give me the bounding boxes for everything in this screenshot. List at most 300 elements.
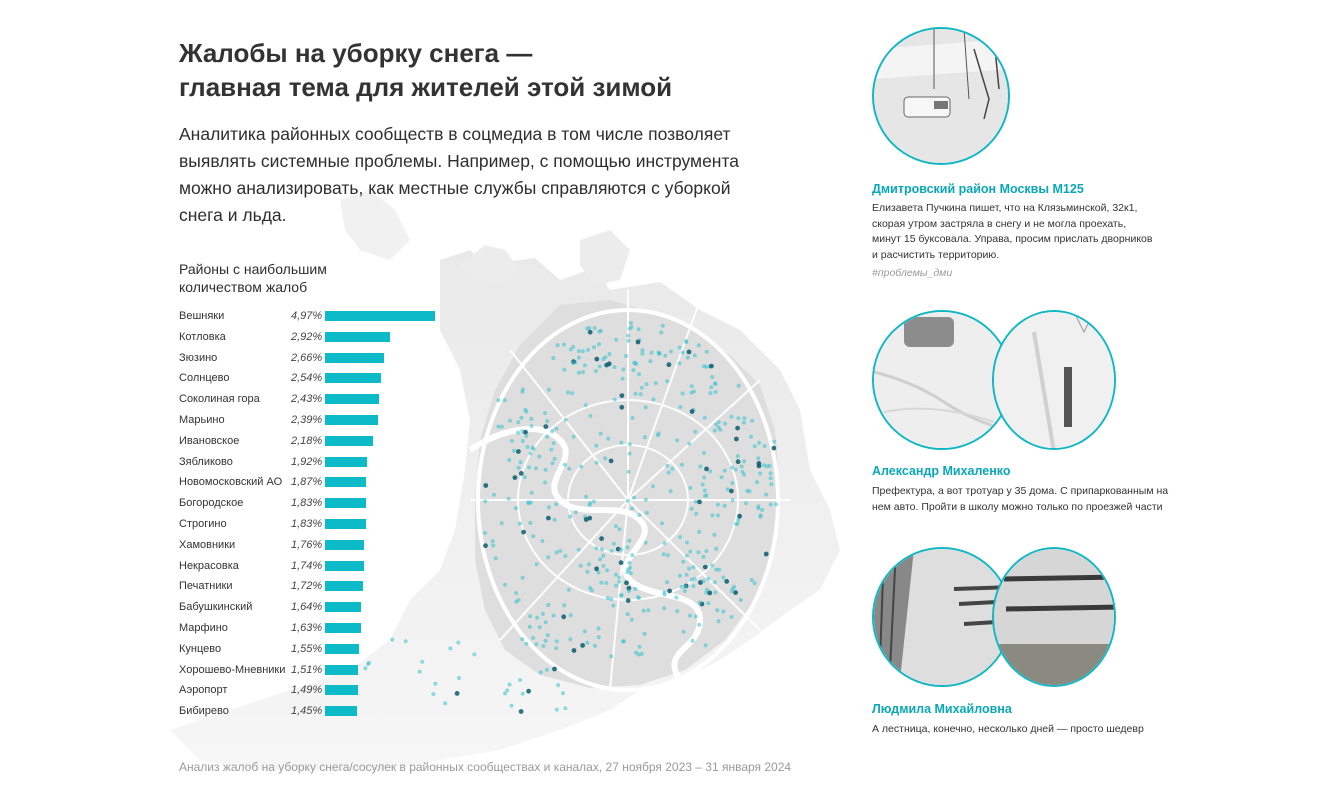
complaint-dot: [634, 362, 638, 366]
complaint-dot: [583, 629, 587, 633]
complaint-dot: [697, 500, 702, 505]
complaint-dot: [551, 461, 555, 465]
complaint-dot: [710, 513, 714, 517]
complaint-dot: [677, 361, 681, 365]
complaint-dot: [721, 610, 725, 614]
complaint-dot: [734, 468, 738, 472]
complaint-dot: [680, 585, 684, 589]
complaint-dot: [640, 348, 644, 352]
complaint-dot: [521, 530, 526, 535]
complaint-dot: [663, 354, 667, 358]
complaint-dot: [614, 573, 618, 577]
complaint-dot: [521, 439, 525, 443]
complaint-dot: [577, 371, 581, 375]
complaint-dot: [554, 646, 558, 650]
complaint-dot: [606, 596, 610, 600]
complaint-dot: [769, 471, 773, 475]
complaint-dot: [562, 368, 566, 372]
complaint-dot: [736, 416, 740, 420]
bar-row: [179, 682, 479, 703]
district-name: Строгино: [179, 517, 227, 530]
complaint-dot: [762, 463, 766, 467]
complaint-dot: [512, 449, 516, 453]
complaint-dot: [703, 494, 707, 498]
complaint-dot: [690, 384, 694, 388]
post-author: Дмитровский район Москвы М125: [872, 182, 1084, 196]
complaint-dot: [750, 419, 754, 423]
bar: [325, 581, 363, 591]
complaint-dot: [723, 504, 727, 508]
complaint-dot: [730, 615, 734, 619]
complaint-dot: [519, 709, 524, 714]
bar-row: [179, 620, 479, 641]
complaint-dot: [500, 425, 504, 429]
lead-line: можно анализировать, как местные службы справляются с уборкой: [179, 178, 731, 198]
complaint-dot: [594, 444, 598, 448]
complaint-dot: [491, 539, 495, 543]
complaint-dot: [526, 500, 530, 504]
complaint-dot: [742, 421, 746, 425]
complaint-dot: [688, 486, 692, 490]
post-text-line: Елизавета Пучкина пишет, что на Клязьминской, 32к1,: [872, 202, 1138, 214]
complaint-dot: [597, 627, 601, 631]
complaint-dot: [705, 350, 709, 354]
complaint-dot: [530, 491, 534, 495]
complaint-dot: [543, 411, 547, 415]
complaint-dot: [703, 416, 707, 420]
district-name: Хорошево-Мневники: [179, 663, 286, 676]
snowy-stairs-photo-1: [872, 547, 1012, 687]
complaint-dot: [710, 564, 714, 568]
complaint-dot: [736, 522, 740, 526]
complaint-dot: [744, 501, 748, 505]
chart-title-line: количеством жалоб: [179, 279, 308, 295]
complaint-dot: [680, 463, 684, 467]
complaint-dot: [733, 590, 738, 595]
complaint-dot: [660, 521, 664, 525]
bar: [325, 561, 364, 571]
complaint-dot: [546, 633, 550, 637]
complaint-dot: [646, 608, 650, 612]
complaint-dot: [626, 499, 630, 503]
complaint-dot: [703, 565, 708, 570]
percent-label: 1,74%: [291, 559, 323, 572]
complaint-dot: [531, 636, 535, 640]
complaint-dot: [496, 398, 500, 402]
percent-label: 1,49%: [291, 684, 323, 697]
complaint-dot: [634, 392, 638, 396]
complaint-dot: [769, 476, 773, 480]
complaint-dot: [686, 356, 690, 360]
complaint-dot: [597, 342, 601, 346]
district-name: Вешняки: [179, 310, 225, 322]
complaint-dot: [694, 614, 698, 618]
district-name: Соколиная гора: [179, 393, 260, 406]
complaint-dot: [583, 363, 587, 367]
bar: [325, 394, 379, 404]
complaint-dot: [549, 448, 553, 452]
complaint-dot: [626, 334, 630, 338]
complaint-dot: [589, 414, 593, 418]
complaint-dot: [696, 550, 700, 554]
complaint-dot: [683, 585, 687, 589]
complaint-dot: [545, 435, 549, 439]
snow-yard-photo: [872, 27, 1010, 165]
complaint-dot: [637, 372, 641, 376]
complaint-dot: [527, 465, 531, 469]
complaint-dot: [698, 465, 702, 469]
post-text-line: минут 15 буксовала. Управа, просим прислать дворников: [872, 233, 1153, 245]
complaint-dot: [667, 589, 672, 594]
complaint-dot: [585, 570, 589, 574]
complaint-dot: [636, 340, 641, 345]
complaint-dot: [694, 500, 698, 504]
complaint-dot: [555, 551, 559, 555]
lead-line: выявлять системные проблемы. Например, с помощью инструмента: [179, 151, 740, 171]
complaint-dot: [547, 505, 551, 509]
complaint-dot: [568, 515, 572, 519]
complaint-dot: [674, 596, 678, 600]
complaint-dot: [723, 422, 727, 426]
complaint-dot: [534, 466, 538, 470]
complaint-dot: [535, 616, 539, 620]
bar-row: [179, 329, 479, 350]
complaint-dot: [514, 591, 518, 595]
complaint-dot: [624, 354, 628, 358]
complaint-dot: [687, 442, 691, 446]
complaint-dot: [627, 539, 631, 543]
complaint-dot: [587, 516, 592, 521]
complaint-dot: [704, 643, 708, 647]
complaint-dot: [662, 552, 666, 556]
percent-label: 2,39%: [291, 413, 323, 426]
complaint-dot: [606, 437, 610, 441]
complaint-dot: [667, 362, 672, 367]
complaint-dot: [629, 571, 633, 575]
complaint-dot: [513, 475, 518, 480]
complaint-dot: [517, 466, 521, 470]
bar-row: [179, 454, 479, 475]
complaint-dot: [687, 567, 691, 571]
complaint-dot: [713, 590, 717, 594]
complaint-dot: [640, 386, 644, 390]
complaint-dot: [503, 398, 507, 402]
complaint-dot: [663, 541, 667, 545]
source-caption: Анализ жалоб на уборку снега/сосулек в районных сообществах и каналах, 27 ноября 2023 – 31 января 2024: [179, 760, 792, 774]
chart-title: [179, 260, 379, 296]
complaint-dot: [712, 533, 716, 537]
bar-row: [179, 537, 479, 558]
complaint-dot: [724, 579, 729, 584]
complaint-dot: [587, 562, 591, 566]
complaint-dot: [529, 452, 533, 456]
complaint-dot: [555, 639, 559, 643]
complaint-dot: [663, 593, 667, 597]
complaint-dot: [714, 547, 718, 551]
complaint-dot: [704, 365, 708, 369]
complaint-dot: [588, 330, 593, 335]
title-line-2: главная тема для жителей этой зимой: [179, 72, 673, 102]
complaint-dot: [528, 625, 532, 629]
complaint-dot: [604, 581, 608, 585]
complaint-dot: [644, 541, 648, 545]
complaint-dot: [599, 536, 604, 541]
complaint-dot: [599, 432, 603, 436]
complaint-dot: [619, 594, 623, 598]
complaint-dot: [597, 330, 601, 334]
complaint-dot: [556, 683, 560, 687]
complaint-dot: [678, 405, 682, 409]
complaint-dot: [507, 497, 511, 501]
complaint-dot: [690, 639, 694, 643]
complaint-dot: [614, 524, 618, 528]
post-text: [872, 201, 1172, 263]
complaint-dot: [714, 390, 718, 394]
complaint-dot: [714, 422, 718, 426]
complaint-dot: [580, 643, 585, 648]
complaint-dot: [494, 556, 498, 560]
complaint-dot: [749, 435, 753, 439]
complaint-dot: [503, 692, 507, 696]
percent-label: 1,76%: [291, 538, 323, 551]
lead-line: Аналитика районных сообществ в соцмедиа в том числе позволяет: [179, 124, 731, 144]
complaint-dot: [541, 644, 545, 648]
bar-row: [179, 703, 479, 724]
complaint-dot: [546, 516, 551, 521]
page-title: [179, 36, 819, 104]
complaint-dot: [702, 451, 706, 455]
percent-label: 1,55%: [291, 642, 323, 655]
complaint-dot: [713, 429, 717, 433]
complaint-dot: [544, 639, 548, 643]
complaint-dot: [627, 470, 631, 474]
complaint-dot: [685, 541, 689, 545]
bar-row: [179, 370, 479, 391]
complaint-dot: [508, 419, 512, 423]
complaint-dot: [625, 570, 629, 574]
complaint-dot: [529, 417, 533, 421]
complaint-dot: [503, 583, 507, 587]
complaint-dot: [681, 560, 685, 564]
complaint-dot: [571, 361, 575, 365]
percent-label: 1,63%: [291, 621, 323, 634]
complaint-dot: [528, 521, 532, 525]
complaint-dot: [685, 554, 689, 558]
complaint-dot: [543, 481, 547, 485]
complaint-dot: [558, 549, 562, 553]
complaint-dot: [693, 430, 697, 434]
complaint-dot: [569, 613, 573, 617]
complaint-dot: [637, 596, 641, 600]
complaint-dot: [637, 327, 641, 331]
complaint-dot: [496, 425, 500, 429]
complaint-dot: [492, 493, 496, 497]
complaint-dot: [708, 391, 712, 395]
complaint-dot: [764, 552, 769, 557]
complaint-dot: [603, 355, 607, 359]
complaint-dot: [524, 434, 528, 438]
district-name: Зюзино: [179, 351, 218, 364]
bar: [325, 644, 359, 654]
complaint-dot: [742, 473, 746, 477]
complaint-dot: [552, 614, 556, 618]
post-author: Людмила Михайловна: [872, 702, 1012, 716]
complaint-dot: [654, 381, 658, 385]
complaint-dot: [519, 471, 524, 476]
bar: [325, 477, 366, 487]
complaint-dot: [678, 346, 682, 350]
complaint-dot: [483, 531, 487, 535]
complaint-dot: [621, 367, 625, 371]
complaint-dot: [730, 415, 734, 419]
post-text-line: А лестница, конечно, несколько дней — просто шедевр: [872, 723, 1144, 735]
complaint-dot: [526, 689, 531, 694]
complaint-dot: [564, 418, 568, 422]
complaint-dot: [600, 547, 604, 551]
complaint-dot: [572, 435, 576, 439]
complaint-dot: [736, 454, 740, 458]
complaint-dot: [544, 468, 548, 472]
complaint-dot: [585, 641, 589, 645]
complaint-dot: [514, 506, 518, 510]
complaint-dot: [690, 409, 695, 414]
complaint-dot: [690, 578, 694, 582]
complaint-dot: [590, 588, 594, 592]
complaint-dot: [627, 339, 631, 343]
complaint-dot: [750, 578, 754, 582]
complaint-dot: [687, 350, 692, 355]
complaint-dot: [574, 510, 578, 514]
lead-paragraph: [179, 121, 819, 229]
complaint-dot: [614, 338, 618, 342]
bar-row: [179, 391, 479, 412]
complaint-dot: [594, 546, 598, 550]
complaint-dot: [630, 553, 634, 557]
complaint-dot: [592, 345, 596, 349]
complaint-dot: [709, 385, 713, 389]
complaint-dot: [714, 568, 718, 572]
complaint-dot: [519, 416, 523, 420]
complaint-dot: [630, 507, 634, 511]
complaint-dot: [740, 465, 744, 469]
complaint-dot: [769, 503, 773, 507]
complaint-dot: [757, 461, 762, 466]
complaint-dot: [688, 614, 692, 618]
complaint-dot: [520, 637, 524, 641]
complaint-dot: [652, 397, 656, 401]
complaint-dot: [692, 584, 696, 588]
complaint-dot: [562, 603, 566, 607]
bar-row: [179, 412, 479, 433]
district-name: Новомосковский АО: [179, 476, 283, 489]
complaint-dot: [736, 459, 741, 464]
complaint-dot: [562, 343, 566, 347]
complaint-dot: [739, 598, 743, 602]
complaint-dot: [605, 568, 609, 572]
complaint-dot: [516, 449, 521, 454]
complaint-dot: [526, 445, 530, 449]
post-text: [872, 484, 1172, 515]
complaint-dot: [669, 350, 673, 354]
bar-row: [179, 578, 479, 599]
complaint-dot: [757, 441, 761, 445]
percent-label: 1,45%: [291, 705, 323, 718]
complaint-dot: [556, 343, 560, 347]
complaint-dot: [644, 498, 648, 502]
bar: [325, 415, 378, 425]
complaint-dot: [619, 560, 624, 565]
percent-label: 4,97%: [291, 310, 323, 322]
complaint-dot: [554, 502, 558, 506]
complaint-dot: [637, 513, 641, 517]
complaint-dot: [508, 683, 512, 687]
complaint-dot: [628, 452, 632, 456]
complaint-dot: [563, 706, 567, 710]
complaint-dot: [665, 464, 669, 468]
bar-row: [179, 662, 479, 683]
complaint-dot: [561, 691, 565, 695]
complaint-dot: [593, 326, 597, 330]
complaint-dot: [690, 507, 694, 511]
complaint-dot: [650, 351, 654, 355]
complaint-dot: [521, 576, 525, 580]
complaint-dot: [735, 426, 740, 431]
district-name: Бибирево: [179, 705, 229, 718]
percent-label: 2,92%: [291, 330, 323, 343]
complaint-dot: [592, 500, 596, 504]
complaint-dot: [545, 668, 549, 672]
complaint-dot: [763, 444, 767, 448]
percent-label: 2,66%: [291, 351, 323, 364]
complaint-dot: [627, 589, 631, 593]
complaint-dot: [540, 539, 544, 543]
complaint-dot: [568, 637, 572, 641]
complaint-dot: [483, 499, 487, 503]
complaint-dot: [586, 348, 590, 352]
complaint-dot: [710, 375, 714, 379]
complaint-dot: [737, 514, 742, 519]
complaint-dot: [599, 581, 603, 585]
post-author: Александр Михаленко: [872, 464, 1011, 478]
complaint-dot: [624, 580, 629, 585]
complaint-dot: [717, 619, 721, 623]
complaint-dot: [534, 642, 538, 646]
complaint-dot: [594, 566, 599, 571]
bar: [325, 498, 366, 508]
bar: [325, 685, 358, 695]
bar-row: [179, 433, 479, 454]
snowy-sidewalk-photo: [872, 310, 1012, 450]
complaint-dot: [753, 581, 757, 585]
complaint-dot: [753, 444, 757, 448]
complaint-dot: [628, 561, 632, 565]
complaint-dot: [706, 577, 710, 581]
complaint-dot: [601, 564, 605, 568]
complaint-dot: [737, 384, 741, 388]
complaint-dot: [545, 419, 549, 423]
title-line-1: Жалобы на уборку снега —: [179, 38, 533, 68]
complaint-dot: [667, 471, 671, 475]
district-name: Ивановское: [179, 434, 240, 447]
complaint-dot: [731, 498, 735, 502]
complaint-dot: [621, 377, 625, 381]
complaint-dot: [537, 455, 541, 459]
post-text-line: Префектура, а вот тротуар у 35 дома. С припаркованным на: [872, 485, 1169, 497]
post-text-line: скорая утром застряла в снегу и не могла проехать,: [872, 217, 1127, 230]
complaint-dot: [567, 467, 571, 471]
complaint-dot: [601, 554, 605, 558]
complaint-dot: [704, 467, 709, 472]
